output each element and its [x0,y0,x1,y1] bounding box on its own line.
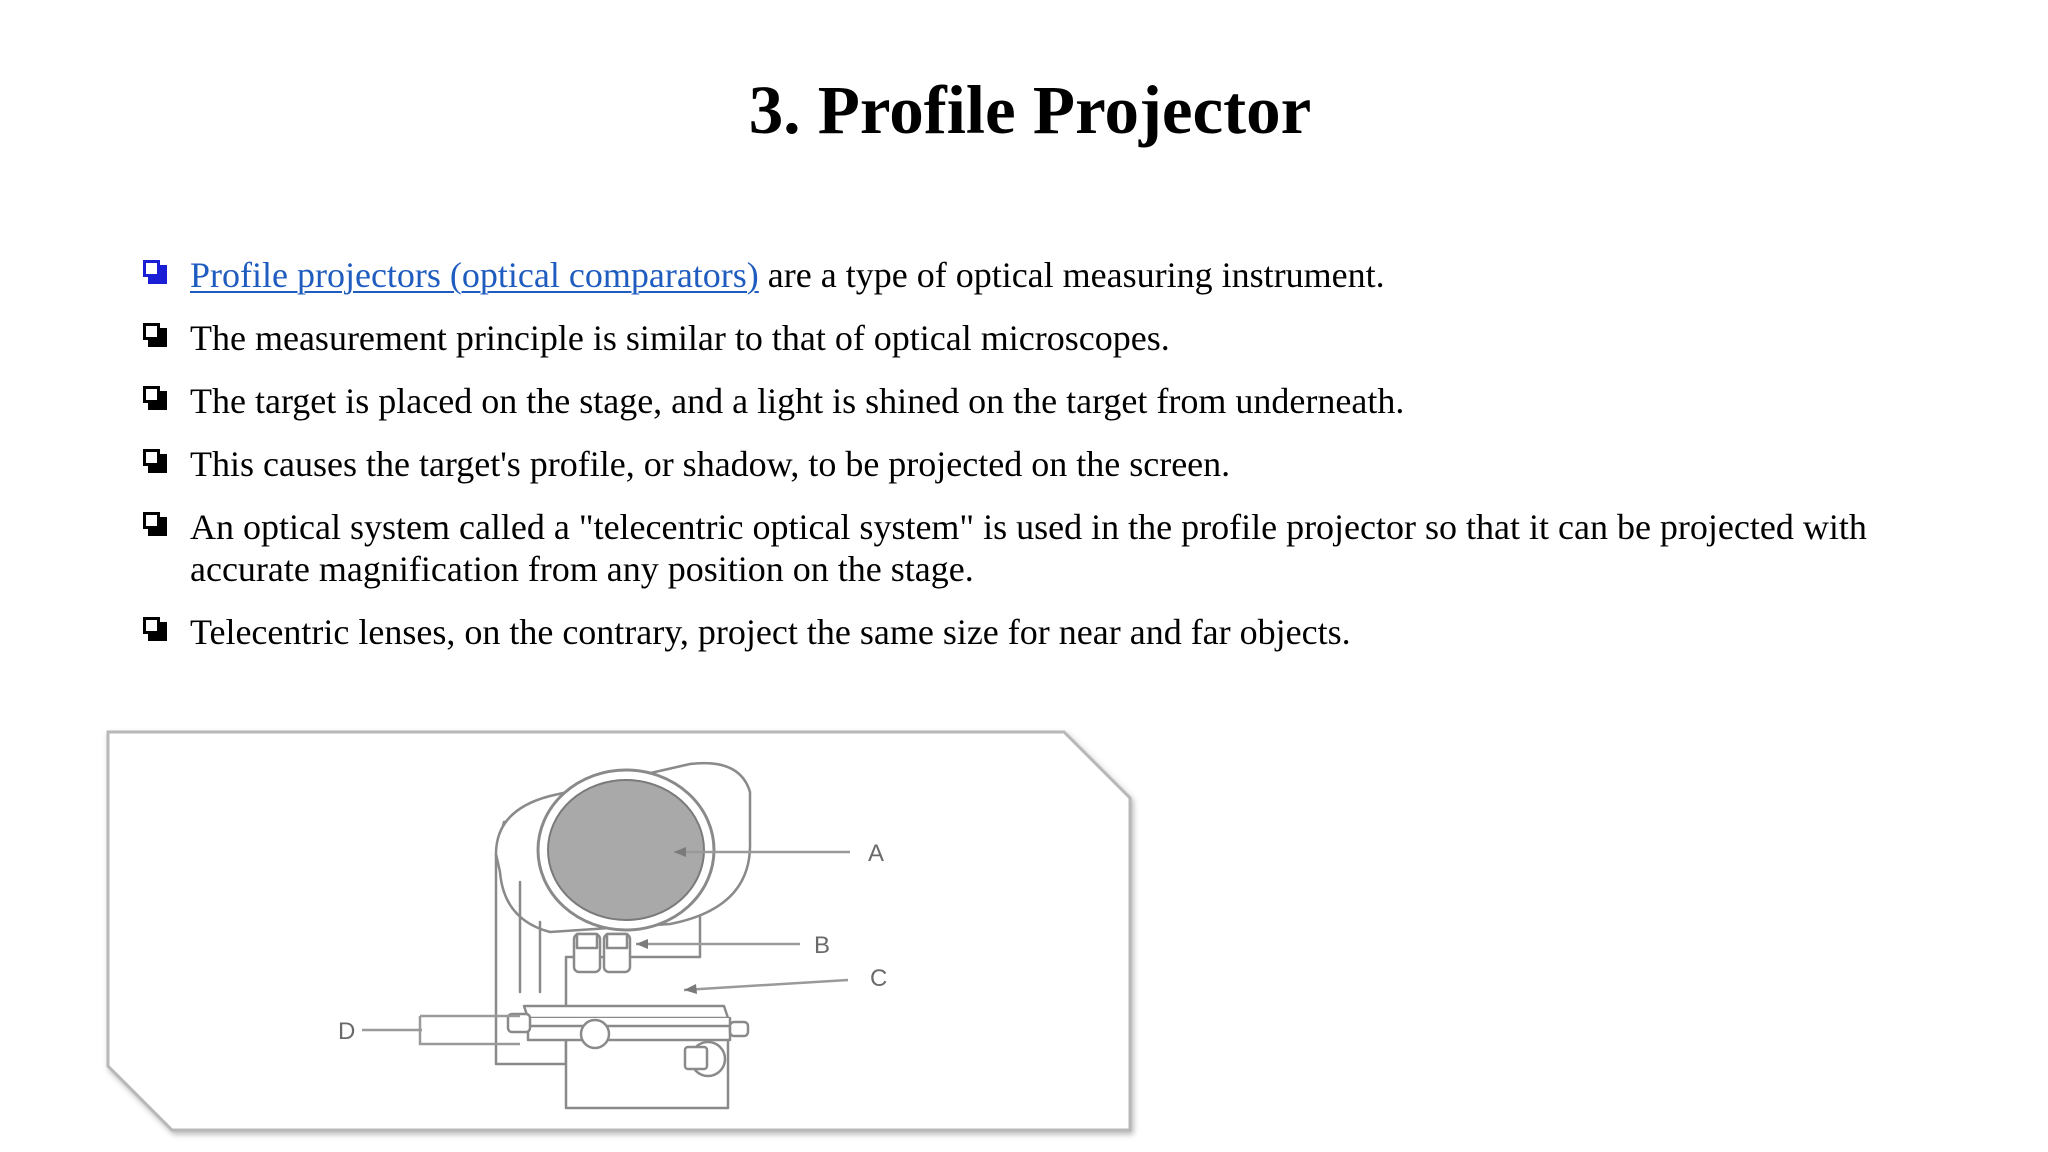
bullet-text: The measurement principle is similar to that of optical microscopes. [190,318,1170,358]
bullet-item [143,443,1943,485]
checkbox-bullet-icon [143,386,169,412]
bullet-text: This causes the target's profile, or shadow, to be projected on the screen. [190,444,1231,484]
label-c: C [870,965,888,992]
profile-projector-diagram [100,722,1140,1142]
checkbox-bullet-icon [143,260,169,286]
label-d: D [338,1018,356,1045]
bullet-item [143,317,1943,359]
bullet-item [143,611,1943,653]
label-b: B [814,932,831,959]
checkbox-bullet-icon [143,449,169,475]
bullet-list [143,254,1943,674]
stage-table [524,1006,728,1018]
bullet-item [143,506,1943,590]
checkbox-bullet-icon [143,617,169,643]
projection-screen [538,770,714,930]
profile-projectors-link[interactable]: Profile projectors (optical comparators) [190,255,759,295]
checkbox-bullet-icon [143,512,169,538]
bullet-text: An optical system called a "telecentric optical system" is used in the profile projector so that it can be projected with accurate magnification from any position on the stage. [190,507,1867,589]
checkbox-bullet-icon [143,323,169,349]
bullet-item [143,254,1943,296]
bullet-text: are a type of optical measuring instrument. [758,255,1385,295]
bullet-item [143,380,1943,422]
label-a: A [868,840,885,867]
bullet-text: The target is placed on the stage, and a light is shined on the target from underneath. [190,381,1405,421]
bullet-text: Telecentric lenses, on the contrary, project the same size for near and far objects. [190,612,1351,652]
slide-title: 3. Profile Projector [748,72,1312,148]
